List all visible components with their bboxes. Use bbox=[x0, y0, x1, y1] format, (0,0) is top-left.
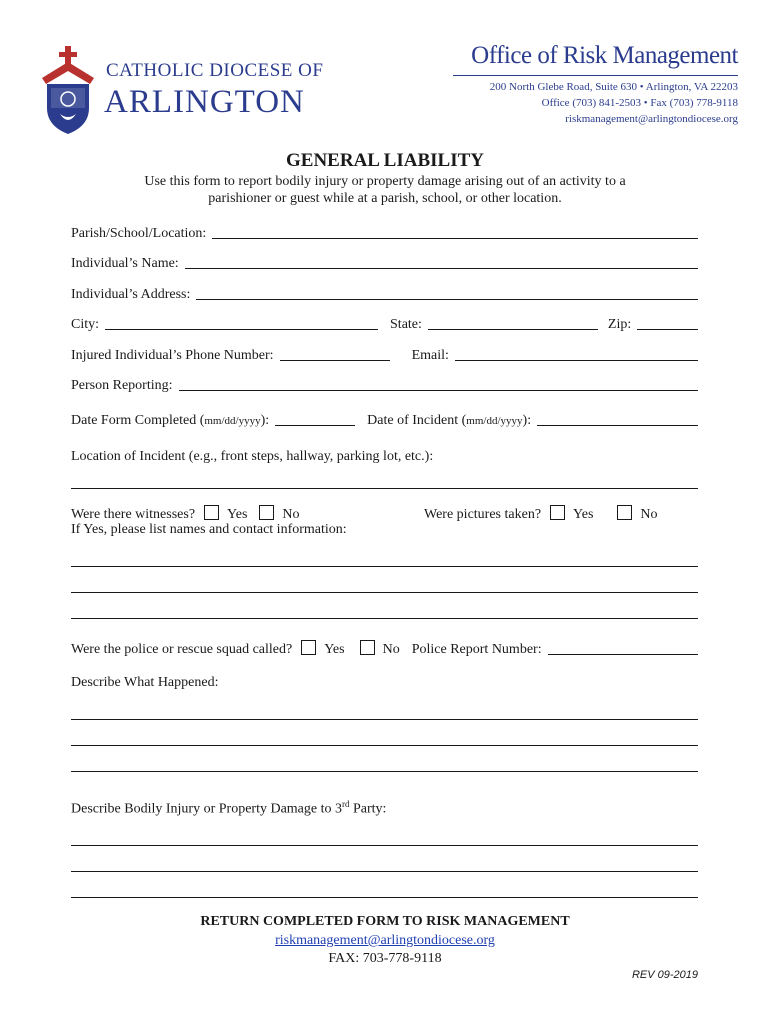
describe-line-3[interactable] bbox=[71, 771, 698, 772]
diocese-logo-crest bbox=[38, 44, 98, 136]
parish-field[interactable] bbox=[212, 237, 698, 239]
address-field[interactable] bbox=[196, 298, 698, 300]
address-label: Individual’s Address: bbox=[71, 287, 191, 302]
city-label: City: bbox=[71, 317, 100, 332]
police-yes-label: Yes bbox=[324, 642, 345, 657]
city-field[interactable] bbox=[105, 328, 378, 330]
name-label: Individual’s Name: bbox=[71, 256, 179, 271]
pictures-yes-checkbox[interactable] bbox=[550, 505, 565, 520]
form-intro-line2: parishioner or guest while at a parish, school, or other location. bbox=[208, 191, 562, 206]
zip-label: Zip: bbox=[607, 317, 632, 332]
email-label: Email: bbox=[411, 348, 449, 363]
police-report-label: Police Report Number: bbox=[411, 642, 542, 657]
police-report-field[interactable] bbox=[548, 653, 698, 655]
phone-field[interactable] bbox=[280, 359, 390, 361]
org-name-line2: ARLINGTON bbox=[104, 84, 305, 120]
location-label: Location of Incident (e.g., front steps, hallway, parking lot, etc.): bbox=[71, 449, 434, 464]
witnesses-no-label: No bbox=[282, 507, 300, 522]
witness-list-label: If Yes, please list names and contact information: bbox=[71, 522, 347, 537]
injury-label: Describe Bodily Injury or Property Damage to 3rd Party: bbox=[71, 799, 387, 817]
state-field[interactable] bbox=[428, 328, 598, 330]
injury-line-2[interactable] bbox=[71, 871, 698, 872]
state-label: State: bbox=[390, 317, 422, 332]
date-completed-label: Date Form Completed (mm/dd/yyyy): bbox=[71, 413, 270, 428]
email-field[interactable] bbox=[455, 359, 698, 361]
police-no-label: No bbox=[382, 642, 400, 657]
office-phones: Office (703) 841-2503 • Fax (703) 778-9118 bbox=[541, 97, 738, 109]
pictures-question: Were pictures taken? Yes No bbox=[424, 507, 658, 522]
describe-line-1[interactable] bbox=[71, 719, 698, 720]
describe-label: Describe What Happened: bbox=[71, 675, 219, 690]
date-incident-label: Date of Incident (mm/dd/yyyy): bbox=[367, 413, 532, 428]
form-title: GENERAL LIABILITY bbox=[286, 150, 484, 171]
describe-line-2[interactable] bbox=[71, 745, 698, 746]
parish-label: Parish/School/Location: bbox=[71, 226, 207, 241]
name-field[interactable] bbox=[185, 267, 698, 269]
office-title: Office of Risk Management bbox=[471, 42, 738, 69]
injury-line-1[interactable] bbox=[71, 845, 698, 846]
injury-line-3[interactable] bbox=[71, 897, 698, 898]
footer-email-link[interactable]: riskmanagement@arlingtondiocese.org bbox=[275, 933, 495, 948]
pictures-yes-label: Yes bbox=[573, 507, 594, 522]
witness-line-1[interactable] bbox=[71, 566, 698, 567]
pictures-no-label: No bbox=[640, 507, 658, 522]
zip-field[interactable] bbox=[637, 328, 698, 330]
footer-fax: FAX: 703-778-9118 bbox=[328, 951, 442, 966]
location-field[interactable] bbox=[71, 488, 698, 489]
pictures-no-checkbox[interactable] bbox=[617, 505, 632, 520]
witness-line-3[interactable] bbox=[71, 618, 698, 619]
police-question: Were the police or rescue squad called? Yes No bbox=[71, 642, 400, 657]
police-yes-checkbox[interactable] bbox=[301, 640, 316, 655]
office-email[interactable]: riskmanagement@arlingtondiocese.org bbox=[565, 113, 738, 125]
police-no-checkbox[interactable] bbox=[360, 640, 375, 655]
reporter-label: Person Reporting: bbox=[71, 378, 173, 393]
return-instruction: RETURN COMPLETED FORM TO RISK MANAGEMENT bbox=[200, 914, 570, 929]
date-incident-field[interactable] bbox=[537, 424, 698, 426]
witnesses-yes-label: Yes bbox=[227, 507, 248, 522]
office-address: 200 North Glebe Road, Suite 630 • Arlington, VA 22203 bbox=[489, 81, 738, 93]
witness-line-2[interactable] bbox=[71, 592, 698, 593]
witnesses-no-checkbox[interactable] bbox=[259, 505, 274, 520]
witnesses-question: Were there witnesses? Yes No bbox=[71, 507, 300, 522]
office-title-rule bbox=[453, 75, 738, 76]
revision-label: REV 09-2019 bbox=[631, 969, 698, 981]
reporter-field[interactable] bbox=[179, 389, 699, 391]
org-name-line1: CATHOLIC DIOCESE OF bbox=[106, 60, 324, 81]
date-completed-field[interactable] bbox=[275, 424, 355, 426]
witnesses-yes-checkbox[interactable] bbox=[204, 505, 219, 520]
form-intro-line1: Use this form to report bodily injury or property damage arising out of an activity to a bbox=[144, 174, 626, 189]
phone-label: Injured Individual’s Phone Number: bbox=[71, 348, 274, 363]
